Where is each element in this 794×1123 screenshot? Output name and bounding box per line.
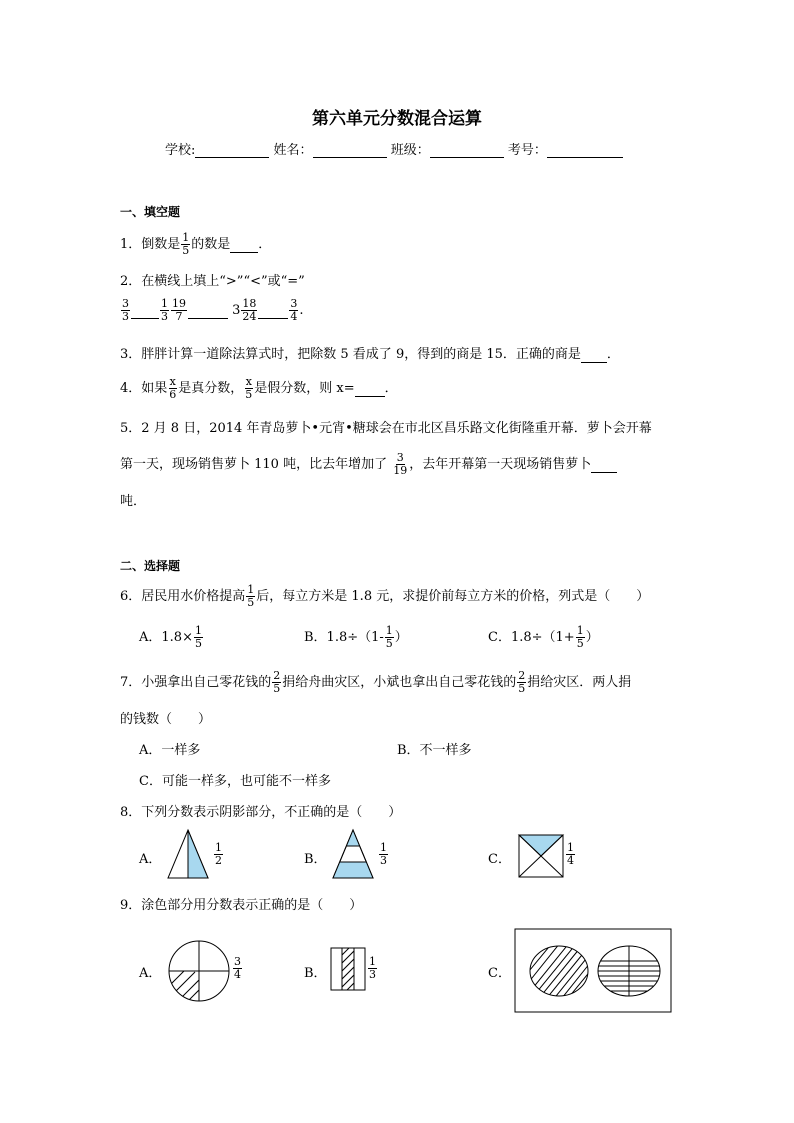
q6-option-c[interactable]: C．1.8÷（1+ $\frac{1}{5}$ ） xyxy=(488,624,599,650)
q8-triangle-third-shaded xyxy=(328,828,378,880)
question-5-line-1: 5．2 月 8 日，2014 年青岛萝卜•元宵•糖球会在市北区昌乐路文化街隆重开幕．萝卜会开幕 xyxy=(120,421,652,436)
question-2-comparisons: $\frac{3}{3}$ $\frac{1}{3}$ $\frac{19}{7}$ 3 $\frac{18}{24}$ $\frac{3}{4}$ . xyxy=(122,297,304,323)
q7-fraction-1: $\frac{2}{5}$ xyxy=(273,669,281,695)
q8-option-a-label[interactable]: A． xyxy=(139,852,162,867)
q2-fraction-2: $\frac{1}{3}$ xyxy=(161,297,168,323)
q4-text: 4．如果 xyxy=(120,381,168,396)
q9-option-c-label[interactable]: C． xyxy=(488,966,511,981)
section-choice-heading: 二、选择题 xyxy=(120,559,181,573)
name-label: 姓名： xyxy=(273,143,313,158)
question-8: 8．下列分数表示阴影部分，不正确的是（ ） xyxy=(120,805,402,820)
name-blank[interactable] xyxy=(313,144,387,158)
q1-answer-blank[interactable] xyxy=(230,237,258,253)
q8-square-quarter-shaded xyxy=(517,833,565,879)
exam-no-blank[interactable] xyxy=(547,144,623,158)
question-5-line-3: 吨． xyxy=(120,494,147,509)
q1-fraction: $\frac{1}{5}$ xyxy=(182,231,190,257)
q3-text: 3．胖胖计算一道除法算式时，把除数 5 看成了 9，得到的商是 15．正确的商是 xyxy=(120,347,581,362)
q2-fraction-5: $\frac{3}{4}$ xyxy=(290,297,298,323)
page-title: 第六单元分数混合运算 xyxy=(312,109,482,129)
school-blank[interactable] xyxy=(195,144,269,158)
q8-option-c-label[interactable]: C． xyxy=(488,852,511,867)
school-label: 学校: xyxy=(165,143,196,158)
question-7: 7．小强拿出自己零花钱的 $\frac{2}{5}$ 捐给舟曲灾区，小斌也拿出自己零花钱的 $\frac{2}{5}$ 捐给灾区．两人捐 xyxy=(120,669,632,695)
q4-fraction-2: $\frac{x}{5}$ xyxy=(245,375,253,401)
q2-fraction-1: $\frac{3}{3}$ xyxy=(122,297,129,323)
class-blank[interactable] xyxy=(430,144,504,158)
q7-option-a[interactable]: A．一样多 xyxy=(139,743,201,758)
q4-fraction-1: $\frac{x}{6}$ xyxy=(169,375,177,401)
q9-option-a-fraction: $\frac{3}{4}$ xyxy=(234,955,241,981)
q2-blank-2[interactable] xyxy=(188,303,228,319)
q1-text: 1．倒数是 xyxy=(120,237,181,252)
q5-answer-blank[interactable] xyxy=(591,457,617,473)
q2-whole: 3 xyxy=(232,303,241,318)
q6-fraction: $\frac{1}{5}$ xyxy=(247,583,255,609)
q8-option-c-fraction: $\frac{1}{4}$ xyxy=(567,841,574,867)
q8-option-b-fraction: $\frac{1}{3}$ xyxy=(380,841,387,867)
question-7-line-2: 的钱数（ ） xyxy=(120,712,212,727)
q6-option-a[interactable]: A．1.8× $\frac{1}{5}$ xyxy=(139,624,202,650)
class-label: 班级： xyxy=(390,143,430,158)
q9-circle-quarters xyxy=(165,940,233,1002)
q2-blank-3[interactable] xyxy=(258,303,288,319)
student-info-row xyxy=(165,139,623,158)
question-3: 3．胖胖计算一道除法算式时，把除数 5 看成了 9，得到的商是 15．正确的商是 ． xyxy=(120,347,620,362)
q9-rectangle-thirds xyxy=(329,946,369,992)
q7-option-b[interactable]: B．不一样多 xyxy=(397,743,472,758)
q8-option-b-label[interactable]: B． xyxy=(304,852,327,867)
q7-option-c[interactable]: C．可能一样多，也可能不一样多 xyxy=(139,774,331,789)
q9-option-a-label[interactable]: A． xyxy=(139,966,162,981)
q9-option-b-label[interactable]: B． xyxy=(304,966,327,981)
q1-text-2: 的数是 xyxy=(191,237,231,252)
section-fill-blank-heading: 一、填空题 xyxy=(120,205,181,219)
q2-fraction-3: $\frac{19}{7}$ xyxy=(172,297,186,323)
q8-triangle-half-shaded xyxy=(163,828,213,880)
q9-option-b-fraction: $\frac{1}{3}$ xyxy=(369,955,376,981)
question-1: 1．倒数是 $\frac{1}{5}$ 的数是 ． xyxy=(120,231,272,257)
q2-blank-1[interactable] xyxy=(131,303,159,319)
q9-two-ellipses-box xyxy=(514,928,674,1014)
q7-fraction-2: $\frac{2}{5}$ xyxy=(518,669,526,695)
exam-no-label: 考号： xyxy=(507,143,547,158)
question-9: 9．涂色部分用分数表示正确的是（ ） xyxy=(120,898,363,913)
question-2: 2．在横线上填上“>”“<”或“=” xyxy=(120,274,305,289)
question-4: 4．如果 $\frac{x}{6}$ 是真分数， $\frac{x}{5}$ 是假分数，则 x= ． xyxy=(120,375,398,401)
q5-fraction: $\frac{3}{19}$ xyxy=(393,451,408,477)
question-6: 6．居民用水价格提高 $\frac{1}{5}$ 后，每立方米是 1.8 元，求提价前每立方米的价格，列式是（ ） xyxy=(120,583,650,609)
q8-option-a-fraction: $\frac{1}{2}$ xyxy=(215,841,222,867)
q6-option-b[interactable]: B．1.8÷（1- $\frac{1}{5}$ ） xyxy=(304,624,408,650)
q4-answer-blank[interactable] xyxy=(355,381,385,397)
question-5-line-2: 第一天，现场销售萝卜 110 吨，比去年增加了 $\frac{3}{19}$ ，去年开幕第一天现场销售萝卜 xyxy=(120,452,617,477)
q2-fraction-4: $\frac{18}{24}$ xyxy=(242,297,257,323)
q3-answer-blank[interactable] xyxy=(581,347,607,363)
